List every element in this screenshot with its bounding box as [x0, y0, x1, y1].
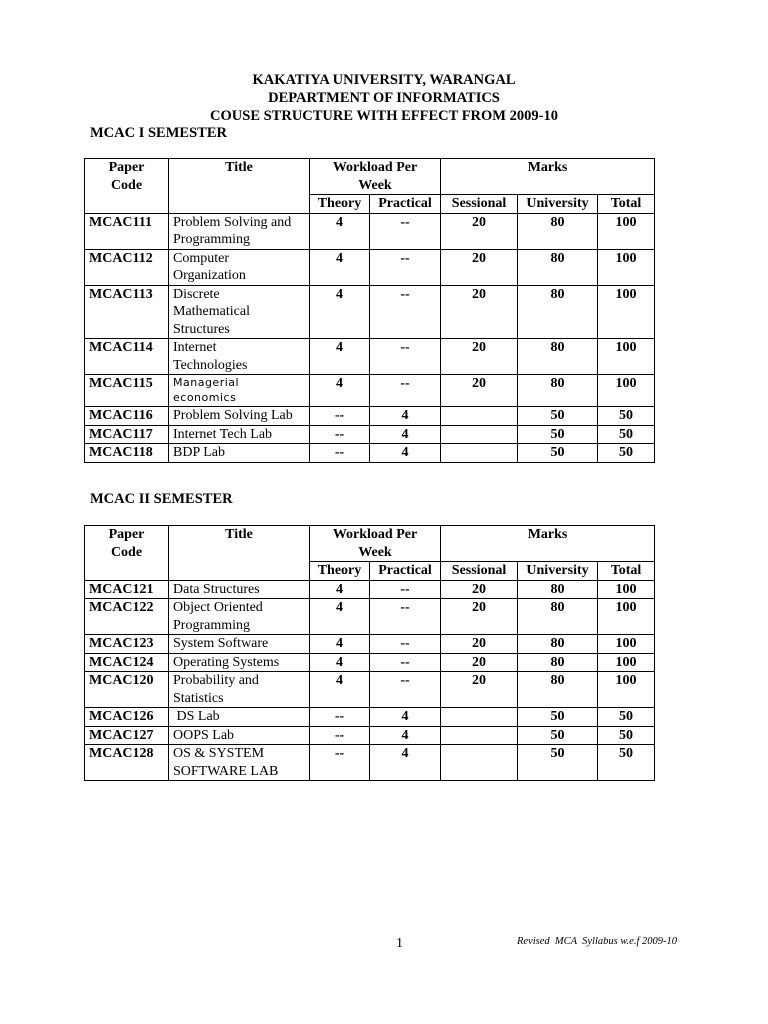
- table-row: [85, 726, 655, 745]
- paper-title: System Software: [169, 635, 310, 654]
- university-value: 80: [518, 249, 598, 285]
- sessional-value: 20: [441, 653, 518, 672]
- practical-value: 4: [370, 425, 441, 444]
- page-number: 1: [396, 936, 403, 951]
- university-value: 80: [518, 635, 598, 654]
- table-row: [85, 407, 655, 426]
- paper-code: MCAC121: [85, 580, 169, 599]
- sessional-header: Sessional: [441, 562, 518, 581]
- practical-value: --: [370, 375, 441, 407]
- practical-value: --: [370, 599, 441, 635]
- total-value: 50: [598, 726, 655, 745]
- paper-title: Operating Systems: [169, 653, 310, 672]
- paper-code: MCAC114: [85, 339, 169, 375]
- university-value: 50: [518, 726, 598, 745]
- paper-code: MCAC126: [85, 708, 169, 727]
- total-value: 50: [598, 708, 655, 727]
- paper-code: MCAC111: [85, 213, 169, 249]
- workload-header: Workload Per Week: [310, 526, 441, 562]
- university-value: 80: [518, 672, 598, 708]
- table-row: [85, 285, 655, 339]
- sessional-value: [441, 745, 518, 781]
- paper-code: MCAC120: [85, 672, 169, 708]
- theory-value: --: [310, 745, 370, 781]
- university-value: 80: [518, 580, 598, 599]
- theory-value: 4: [310, 213, 370, 249]
- sessional-value: [441, 407, 518, 426]
- title-header: Title: [169, 159, 310, 214]
- paper-title: Data Structures: [169, 580, 310, 599]
- semester-1-table: [84, 158, 655, 463]
- theory-value: 4: [310, 285, 370, 339]
- paper-title: Problem Solving and Programming: [169, 213, 310, 249]
- theory-value: 4: [310, 375, 370, 407]
- paper-title: OOPS Lab: [169, 726, 310, 745]
- title-header: Title: [169, 526, 310, 581]
- paper-code-header: Paper Code: [85, 159, 169, 214]
- university-value: 80: [518, 599, 598, 635]
- total-header: Total: [598, 195, 655, 214]
- paper-code: MCAC116: [85, 407, 169, 426]
- table-row: [85, 425, 655, 444]
- marks-header: Marks: [441, 526, 655, 562]
- theory-header: Theory: [310, 562, 370, 581]
- total-value: 50: [598, 407, 655, 426]
- paper-title: Internet Technologies: [169, 339, 310, 375]
- table-row: [85, 339, 655, 375]
- theory-value: 4: [310, 249, 370, 285]
- theory-value: 4: [310, 635, 370, 654]
- table-row: [85, 672, 655, 708]
- table-row: [85, 375, 655, 407]
- paper-title: Managerial economics: [169, 375, 310, 407]
- table-row: [85, 635, 655, 654]
- theory-value: --: [310, 726, 370, 745]
- paper-title: BDP Lab: [169, 444, 310, 463]
- theory-value: 4: [310, 580, 370, 599]
- practical-value: --: [370, 580, 441, 599]
- practical-value: 4: [370, 407, 441, 426]
- sessional-value: 20: [441, 635, 518, 654]
- paper-title: Discrete Mathematical Structures: [169, 285, 310, 339]
- theory-value: --: [310, 425, 370, 444]
- university-value: 50: [518, 745, 598, 781]
- sessional-header: Sessional: [441, 195, 518, 214]
- university-value: 80: [518, 375, 598, 407]
- sessional-value: 20: [441, 339, 518, 375]
- university-value: 80: [518, 653, 598, 672]
- sessional-value: [441, 444, 518, 463]
- university-header: University: [518, 195, 598, 214]
- table-row: [85, 745, 655, 781]
- paper-title: Problem Solving Lab: [169, 407, 310, 426]
- theory-value: 4: [310, 339, 370, 375]
- theory-value: 4: [310, 599, 370, 635]
- table-row: [85, 249, 655, 285]
- paper-title: Object Oriented Programming: [169, 599, 310, 635]
- sessional-value: 20: [441, 213, 518, 249]
- paper-code: MCAC122: [85, 599, 169, 635]
- total-value: 100: [598, 285, 655, 339]
- total-value: 100: [598, 580, 655, 599]
- total-header: Total: [598, 562, 655, 581]
- theory-value: --: [310, 407, 370, 426]
- practical-value: --: [370, 285, 441, 339]
- footer-note: Revised MCA Syllabus w.e.f 2009-10: [517, 936, 678, 947]
- practical-value: 4: [370, 708, 441, 727]
- practical-value: --: [370, 249, 441, 285]
- theory-value: 4: [310, 672, 370, 708]
- university-value: 50: [518, 444, 598, 463]
- paper-code: MCAC113: [85, 285, 169, 339]
- total-value: 100: [598, 339, 655, 375]
- sessional-value: 20: [441, 249, 518, 285]
- sessional-value: 20: [441, 672, 518, 708]
- total-value: 50: [598, 425, 655, 444]
- total-value: 100: [598, 653, 655, 672]
- total-value: 100: [598, 249, 655, 285]
- paper-code-header: Paper Code: [85, 526, 169, 581]
- total-value: 100: [598, 375, 655, 407]
- practical-value: --: [370, 635, 441, 654]
- paper-code: MCAC117: [85, 425, 169, 444]
- practical-value: --: [370, 653, 441, 672]
- practical-value: 4: [370, 726, 441, 745]
- sessional-value: 20: [441, 285, 518, 339]
- sessional-value: 20: [441, 599, 518, 635]
- practical-value: --: [370, 339, 441, 375]
- university-value: 80: [518, 339, 598, 375]
- paper-code: MCAC123: [85, 635, 169, 654]
- paper-title: DS Lab: [169, 708, 310, 727]
- practical-value: --: [370, 672, 441, 708]
- sessional-value: [441, 425, 518, 444]
- practical-header: Practical: [370, 195, 441, 214]
- theory-value: --: [310, 444, 370, 463]
- total-value: 100: [598, 635, 655, 654]
- table-row: [85, 708, 655, 727]
- total-value: 100: [598, 599, 655, 635]
- semester-2-table: [84, 525, 655, 781]
- paper-title: Internet Tech Lab: [169, 425, 310, 444]
- practical-value: --: [370, 213, 441, 249]
- sessional-value: [441, 708, 518, 727]
- table-row: [85, 599, 655, 635]
- semester-2-heading: MCAC II SEMESTER: [90, 491, 233, 507]
- table-row: [85, 444, 655, 463]
- sessional-value: 20: [441, 375, 518, 407]
- paper-code: MCAC124: [85, 653, 169, 672]
- total-value: 50: [598, 745, 655, 781]
- paper-title: Probability and Statistics: [169, 672, 310, 708]
- practical-value: 4: [370, 444, 441, 463]
- practical-value: 4: [370, 745, 441, 781]
- paper-code: MCAC118: [85, 444, 169, 463]
- university-header: University: [518, 562, 598, 581]
- paper-code: MCAC128: [85, 745, 169, 781]
- table-row: [85, 653, 655, 672]
- table-row: [85, 213, 655, 249]
- sessional-value: [441, 726, 518, 745]
- department-title: DEPARTMENT OF INFORMATICS: [268, 90, 500, 106]
- theory-value: 4: [310, 653, 370, 672]
- sessional-value: 20: [441, 580, 518, 599]
- table-row: [85, 580, 655, 599]
- theory-value: --: [310, 708, 370, 727]
- university-value: 50: [518, 708, 598, 727]
- semester-1-heading: MCAC I SEMESTER: [90, 125, 227, 141]
- practical-header: Practical: [370, 562, 441, 581]
- marks-header: Marks: [441, 159, 655, 195]
- total-value: 50: [598, 444, 655, 463]
- university-value: 80: [518, 213, 598, 249]
- paper-code: MCAC127: [85, 726, 169, 745]
- paper-code: MCAC112: [85, 249, 169, 285]
- theory-header: Theory: [310, 195, 370, 214]
- course-structure-title: COUSE STRUCTURE WITH EFFECT FROM 2009-10: [210, 108, 558, 124]
- total-value: 100: [598, 213, 655, 249]
- university-value: 50: [518, 407, 598, 426]
- workload-header: Workload Per Week: [310, 159, 441, 195]
- university-value: 80: [518, 285, 598, 339]
- paper-code: MCAC115: [85, 375, 169, 407]
- university-value: 50: [518, 425, 598, 444]
- university-title: KAKATIYA UNIVERSITY, WARANGAL: [252, 72, 516, 88]
- paper-title: OS & SYSTEM SOFTWARE LAB: [169, 745, 310, 781]
- total-value: 100: [598, 672, 655, 708]
- paper-title: Computer Organization: [169, 249, 310, 285]
